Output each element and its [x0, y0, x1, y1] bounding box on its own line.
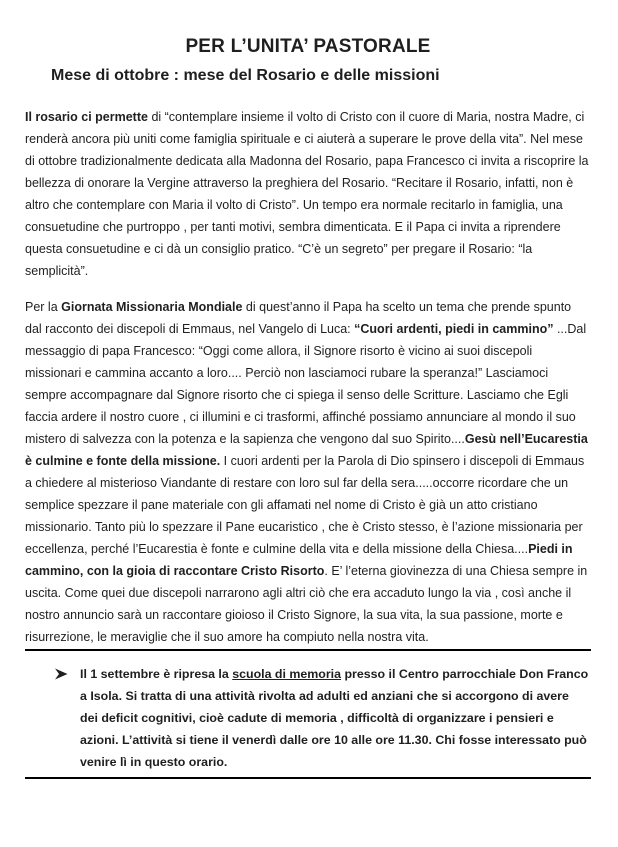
text-run: Gesù nell’Eucarestia è culmine e fonte della missione.	[25, 432, 588, 468]
bullet-item	[25, 663, 589, 773]
text-run: Giornata Missionaria Mondiale	[61, 300, 243, 314]
paragraph-giornata-missionaria	[25, 296, 591, 648]
text-run: di “contemplare insieme il volto di Cristo con il cuore di Maria, nostra Madre, ci renderà ancora più uniti come famiglia spirituale e ci aiuterà a superare le prove della vita”. Nel mese di ottobre tradizionalmente dedicata alla Madonna del Rosario, papa Francesco ci invita a riscoprire la bellezza di onorare la Vergine attraverso la preghiera del Rosario. “Recitare il Rosario, infatti, non è altro che contemplare con Maria il volto di Cristo”. Un tempo era normale recitarlo in famiglia, una consuetudine che purtroppo , per tanti motivi, sembra dimenticata. E il Papa ci invita a riprendere questa consuetudine e ci dà un consiglio pratico. “C’è un segreto” per pregare il Rosario: “la semplicità”.	[25, 110, 589, 278]
text-run: ...Dal messaggio di papa Francesco: “Oggi come allora, il Signore risorto è vicino ai suoi discepoli missionari e cammina accanto a loro.... Perciò non lasciamoci rubare la speranza!” Lasciamoci sempre accompagnare dal Signore risorto che ci spiega il senso delle Scritture. Lasciamo che Egli faccia ardere il nostro cuore , ci illumini e ci trasformi, affinché possiamo annunciare al mondo il suo mistero di salvezza con la potenza e la sapienza che vengono dal suo Spirito....	[25, 322, 587, 446]
text-run: Per la	[25, 300, 62, 314]
page-subtitle: Mese di ottobre : mese del Rosario e delle missioni	[51, 67, 440, 84]
text-run: I cuori ardenti per la Parola di Dio spinsero i discepoli di Emmaus a chiedere al misterioso Viandante di restare con loro sul far della sera.....occorre ricordare che un semplice spezzare il pane materiale con gli affamati nel nome di Cristo è già un atto cristiano missionario. Tanto più lo spezzare il Pane eucaristico , che è Cristo stesso, è l’azione missionaria per eccellenza, perché l’Eucarestia è fonte e culmine della vita e della missione della Chiesa....	[25, 454, 585, 556]
text-run: . E’ l’eterna giovinezza di una Chiesa sempre in uscita. Come quei due discepoli narrarono agli altri ciò che era accaduto lungo la via , così anche il nostro annuncio sarà un raccontare gioioso il Cristo Signore, la sua vita, la sua passione, morte e risurrezione, le meraviglie che il suo amore ha compiuto nella nostra vita.	[25, 564, 588, 644]
text-run: Il rosario ci permette	[25, 110, 148, 124]
text-run: di quest’anno il Papa ha scelto un tema che prende spunto dal racconto dei discepoli di Emmaus, nel Vangelo di Luca:	[25, 300, 572, 336]
bullet-text	[80, 667, 588, 769]
text-run: “Cuori ardenti, piedi in cammino”	[354, 322, 554, 336]
page-title: PER L’UNITA’ PASTORALE	[185, 36, 431, 57]
text-run: Piedi in cammino, con la gioia di raccontare Cristo Risorto	[25, 542, 573, 578]
text-run: presso il Centro parrocchiale Don Franco a Isola. Si tratta di una attività rivolta ad adulti ed anziani che si accorgono di avere dei deficit cognitivi, cioè cadute di memoria , difficoltà di organizzare i pensieri e azioni. L’attività si tiene il venerdì dalle ore 10 alle ore 11.30. Chi fosse interessato può venire lì in questo orario.	[80, 667, 589, 769]
arrowhead-bullet-icon	[54, 668, 68, 680]
paragraph-rosario	[25, 106, 591, 282]
text-run: scuola di memoria	[232, 667, 342, 681]
notice-box	[25, 649, 591, 779]
text-run: Il 1 settembre è ripresa la	[80, 667, 233, 681]
